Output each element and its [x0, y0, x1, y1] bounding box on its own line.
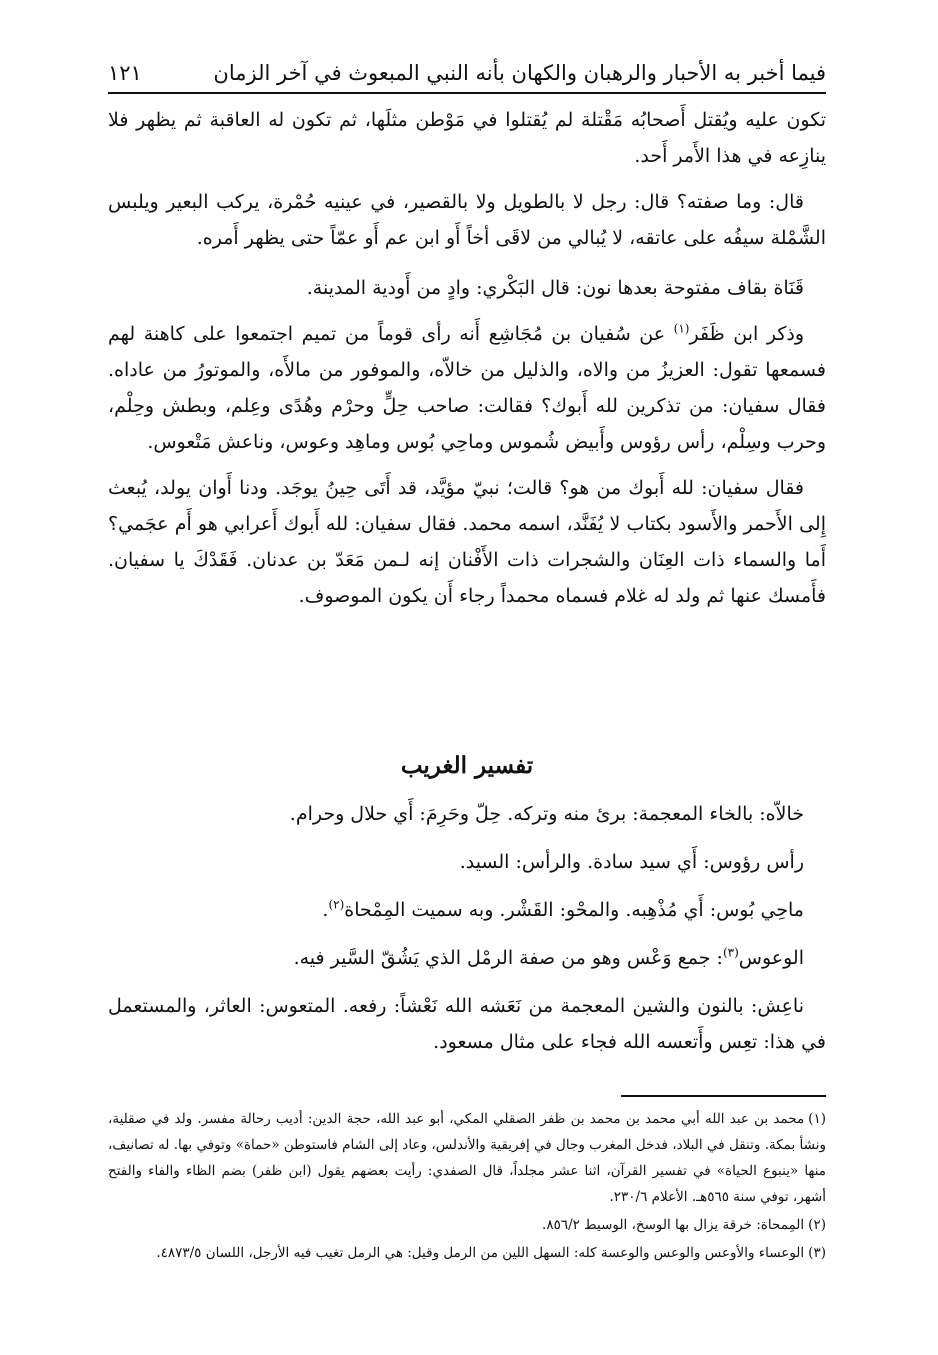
- paragraph-4: [108, 316, 826, 460]
- gloss-entry-4: [108, 940, 826, 976]
- footnote-ref-3: (٣): [722, 945, 739, 960]
- footnote-2: [108, 1212, 826, 1238]
- footnote-2-text: المِمحاة: خرقة يزال بها الوسخ، الوسيط ٨٥٦/٢.: [542, 1217, 805, 1233]
- gloss-section: [108, 796, 826, 1072]
- gloss-entry-1: خالاّه: بالخاء المعجمة: برئ منه وتركه. حِلّ وحَرِمَ: أَي حلال وحرام.: [289, 803, 804, 825]
- footnote-3: [108, 1240, 826, 1266]
- footnote-3-text: الوعساء والأوعس والوعس والوعسة كله: السهل اللين من الرمل وقيل: هي الرمل تغيب فيه الأرجل، اللسان ٤٨٧٣/٥.: [156, 1245, 805, 1261]
- gloss-entry-4-lead: الوعوس: [738, 947, 804, 969]
- footnote-ref-1: (١): [673, 321, 690, 336]
- running-title: فيما أخبر به الأحبار والرهبان والكهان بأنه النبي المبعوث في آخر الزمان: [213, 61, 826, 85]
- main-text: [108, 102, 826, 628]
- footnote-ref-2: (٢): [328, 897, 345, 912]
- footnotes: [108, 1106, 826, 1268]
- paragraph-3: قَنَاة بقاف مفتوحة بعدها نون: قال البَكْري: وادٍ من أَودية المدينة.: [306, 277, 804, 299]
- paragraph-4-lead: وذكر ابن ظَفَر: [689, 323, 804, 345]
- page-number: ١٢١: [108, 61, 142, 85]
- footnote-3-number: (٣): [808, 1245, 826, 1261]
- running-header: [108, 52, 826, 88]
- gloss-entry-3-text: ماحِي بُوس: أَي مُذْهِبه. والمحْو: القَشْر. وبه سميت المِمْحاة: [344, 899, 804, 921]
- gloss-heading: تفسير الغريب: [400, 752, 534, 779]
- gloss-entry-4-text: : جمع وَعْس وهو من صفة الرمْل الذي يَشُقّ السَّير فيه.: [293, 947, 723, 969]
- footnote-1: [108, 1106, 826, 1210]
- footnote-rule: [621, 1095, 826, 1097]
- paragraph-2: قال: وما صفته؟ قال: رجل لا بالطويل ولا بالقصير، في عينيه حُمْرة، يركب البعير ويلبس الشَّمْلة سيفُه على عاتقه، لا يُبالي من لاقَى أخاً أَو ابن عم أَو عمّاً حتى يظهر أَمره.: [108, 191, 826, 249]
- footnote-1-text: محمد بن عبد الله أبي محمد بن محمد بن ظفر الصقلي المكي، أبو عبد الله، حجة الدين: أديب رحالة مفسر. ولد في صقلية، ونشأ بمكة. وتنقل في البلاد، فدخل المغرب وجال في إفريقية والأندلس، وعاد إلى الشام فاستوطن «حماة» وتوفي بها. له تصانيف، منها «ينبوع الحياة» في تفسير القرآن، اثنا عشر مجلداً، قال الصفدي: رأيت بعضهم يقول (ابن ظفر) بضم الظاء والفاء والفتح أشهر، توفي سنة ٥٦٥هـ. الأعلام ٢٣٠/٦.: [108, 1111, 827, 1205]
- paragraph-1: تكون عليه ويُقتل أَصحابُه مَقْتلة لم يُقتلوا في مَوْطن مثلَها، ثم تكون له العاقبة ثم يظهر فلا ينازِعه في هذا الأَمر أَحد.: [108, 109, 826, 167]
- gloss-entry-2: رأس رؤوس: أَي سيد سادة. والرأس: السيد.: [459, 851, 804, 873]
- footnote-2-number: (٢): [808, 1217, 826, 1233]
- gloss-entry-5: ناعِش: بالنون والشين المعجمة من نَعَشه الله نَعْشاً: رفعه. المتعوس: العاثر، والمستعمل في هذا: تعِس وأَتعسه الله فجاء على مثال مسعود.: [108, 995, 826, 1053]
- paragraph-4-text: عن سُفيان بن مُجَاشِع أَنه رأى قوماً من تميم اجتمعوا على كاهنة لهم فسمعها تقول: العزيزُ من والاه، والذليل من خالاّه، والموفور من مالأَه، والموتورُ من عاداه. فقال سفيان: من تذكرين لله أَبوك؟ فقالت: صاحب حِلٍّ وحرْم وهُدًى وعِلم، وبطش وحِلْم، وحرب وسِلْم، رأس رؤوس وأَبيض شُموس وماحِي بُوس وماهِد وعوس، وناعش مَتْعوس.: [108, 323, 826, 453]
- header-rule: [108, 92, 826, 94]
- footnote-1-number: (١): [808, 1111, 826, 1127]
- gloss-entry-3: ماحِي بُوس: أَي مُذْهِبه. والمحْو: القَشْر. وبه سميت المِمْحاة$^{(٢)}$.: [322, 897, 804, 921]
- paragraph-5: فقال سفيان: لله أَبوك من هو؟ قالت؛ نبيّ مؤيَّد، قد أَتَى حِينُ يوجَد. ودنا أَوان يولد، يُبعث إِلى الأَحمر والأَسود بكتاب لا يُفَنَّد، اسمه محمد. فقال سفيان: لله أَبوك أَعرابي هو أَم عجَمي؟ أَما والسماء ذات العِنَان والشجرات ذات الأَفْنان إنه لـمن مَعَدّ بن عدنان. فَقَدْكَ يا سفيان. فأَمسك عنها ثم ولد له غلام فسماه محمداً رجاء أَن يكون الموصوف.: [108, 477, 826, 607]
